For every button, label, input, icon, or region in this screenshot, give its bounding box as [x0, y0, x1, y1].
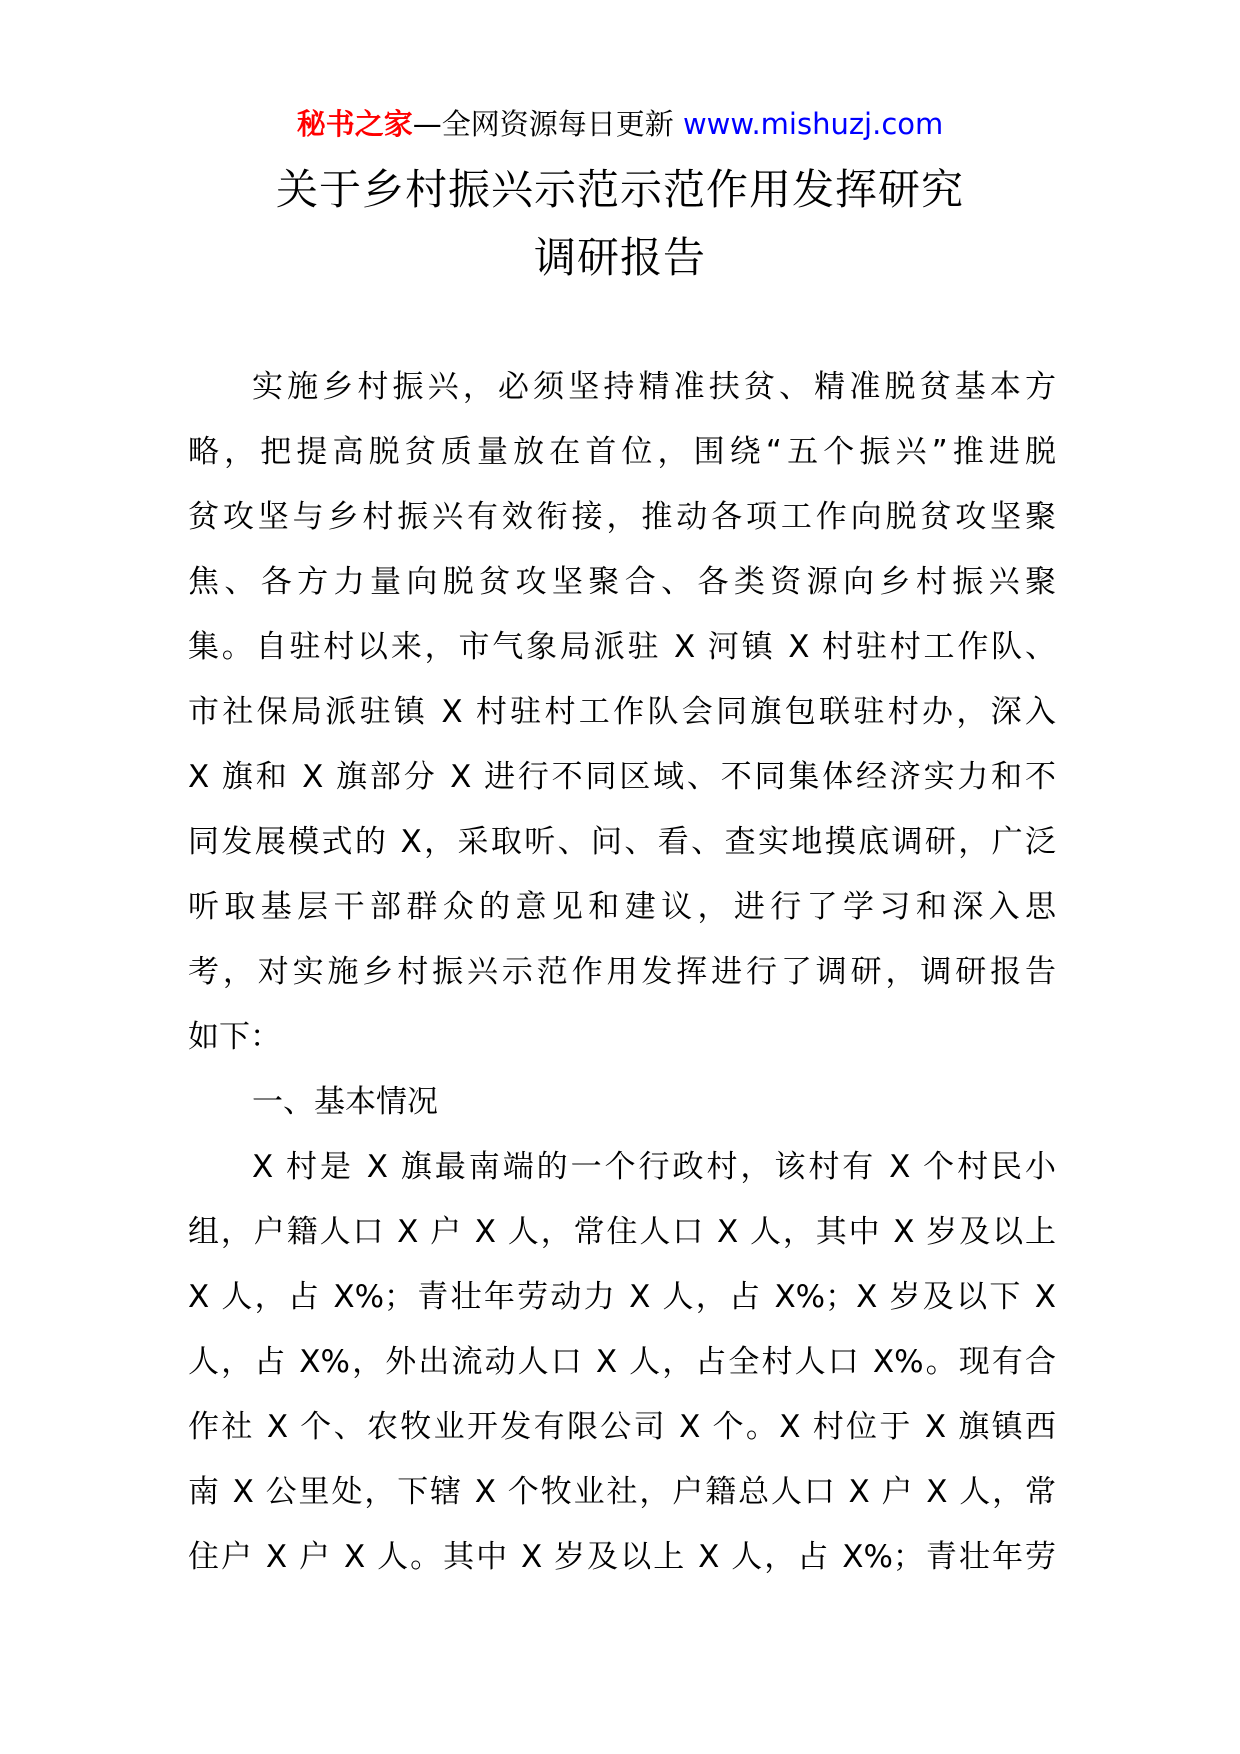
paragraph-line: X 人，占 X%；青壮年劳动力 X 人，占 X%；X 岁及以下 X — [188, 1279, 1056, 1315]
section-heading: 一、基本情况 — [252, 1084, 438, 1120]
site-url-link[interactable]: www.mishuzj.com — [682, 107, 944, 141]
paragraph-line: 如下： — [188, 1019, 281, 1055]
paragraph-line: 组，户籍人口 X 户 X 人，常住人口 X 人，其中 X 岁及以上 — [188, 1214, 1056, 1250]
document-title-line-1: 关于乡村振兴示范示范作用发挥研究 — [275, 165, 964, 214]
paragraph-line: 集。自驻村以来，市气象局派驻 X 河镇 X 村驻村工作队、 — [188, 629, 1056, 665]
paragraph-line: X 村是 X 旗最南端的一个行政村，该村有 X 个村民小 — [252, 1149, 1056, 1185]
paragraph-line: X 旗和 X 旗部分 X 进行不同区域、不同集体经济实力和不 — [188, 759, 1056, 795]
paragraph-line: 南 X 公里处，下辖 X 个牧业社，户籍总人口 X 户 X 人，常 — [188, 1474, 1056, 1510]
brand-name: 秘书之家 — [296, 107, 413, 141]
document-title-line-2: 调研报告 — [533, 233, 706, 282]
paragraph-line: 市社保局派驻镇 X 村驻村工作队会同旗包联驻村办，深入 — [188, 694, 1056, 730]
paragraph-line: 听取基层干部群众的意见和建议，进行了学习和深入思 — [188, 889, 1056, 925]
paragraph-line: 考，对实施乡村振兴示范作用发挥进行了调研，调研报告 — [188, 954, 1056, 990]
paragraph-line: 实施乡村振兴，必须坚持精准扶贫、精准脱贫基本方 — [252, 369, 1056, 405]
document-body — [188, 355, 1056, 1590]
paragraph-line: 略，把提高脱贫质量放在首位，围绕“五个振兴”推进脱 — [188, 434, 1056, 470]
paragraph-line: 作社 X 个、农牧业开发有限公司 X 个。X 村位于 X 旗镇西 — [188, 1409, 1056, 1445]
paragraph-line: 贫攻坚与乡村振兴有效衔接，推动各项工作向脱贫攻坚聚 — [188, 499, 1056, 535]
paragraph-line: 人，占 X%，外出流动人口 X 人，占全村人口 X%。现有合 — [188, 1344, 1056, 1380]
paragraph-line: 同发展模式的 X，采取听、问、看、查实地摸底调研，广泛 — [188, 824, 1056, 860]
header-banner — [0, 100, 1240, 148]
header-tagline: —全网资源每日更新 — [412, 107, 674, 141]
paragraph-line: 焦、各方力量向脱贫攻坚聚合、各类资源向乡村振兴聚 — [188, 564, 1056, 600]
paragraph-line: 住户 X 户 X 人。其中 X 岁及以上 X 人，占 X%；青壮年劳 — [188, 1539, 1056, 1575]
